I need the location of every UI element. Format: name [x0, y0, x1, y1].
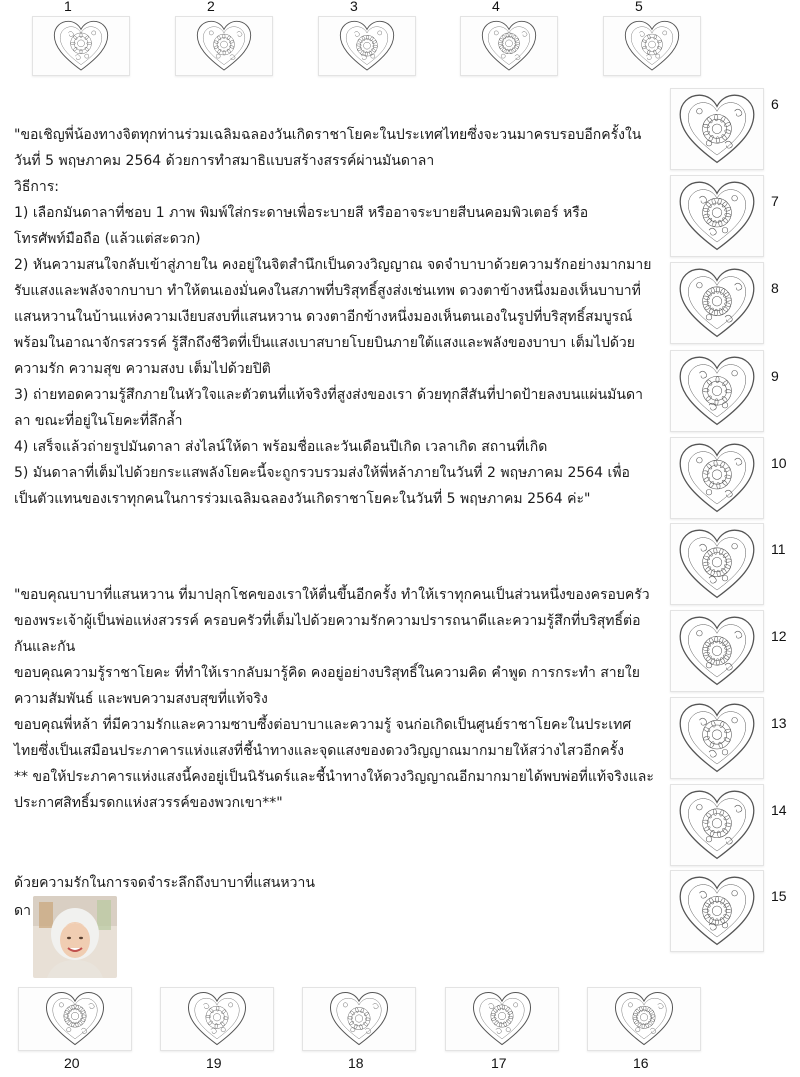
text-line: ** ขอให้ประภาคารแห่งแสงนี้คงอยู่เป็นนิรันดร์และชี้นำทางให้ดวงวิญญาณอีกมากมายได้พบพ่อที่แท้จริงและ — [14, 769, 654, 785]
heart-mandala-image — [670, 870, 764, 952]
heart-number-label: 18 — [348, 1055, 364, 1071]
heart-number-label: 11 — [771, 541, 786, 557]
text-line: ประกาศสิทธิ์มรดกแห่งสวรรค์ของพวกเขา**" — [14, 795, 283, 811]
heart-number-label: 17 — [491, 1055, 507, 1071]
heart-mandala-image — [670, 697, 764, 779]
heart-mandala-image — [670, 175, 764, 257]
text-line: วันที่ 5 พฤษภาคม 2564 ด้วยการทำสมาธิแบบสร้างสรรค์ผ่านมันดาลา — [14, 153, 435, 169]
heart-mandala-image — [670, 784, 764, 866]
heart-number-label: 15 — [771, 888, 787, 904]
text-line: 3) ถ่ายทอดความรู้สึกภายในหัวใจและตัวตนที่แท้จริงที่สูงส่งของเรา ด้วยทุกสีสันที่ปาดป้ายลงบนแผ่นมันดา — [14, 387, 643, 403]
invitation-paragraph — [14, 122, 654, 512]
closing-line: ด้วยความรักในการจดจำระลึกถึงบาบาที่แสนหวาน — [14, 875, 315, 891]
heart-mandala-icon — [623, 19, 681, 72]
heart-mandala-icon — [195, 19, 253, 72]
text-line: "ขอบคุณบาบาที่แสนหวาน ที่มาปลุกโชคของเราให้ตื่นขึ้นอีกครั้ง ทำให้เราทุกคนเป็นส่วนหนึ่งของครอบครัว — [14, 587, 650, 603]
author-photo — [33, 896, 117, 978]
heart-number-label: 19 — [206, 1055, 222, 1071]
heart-number-label: 7 — [771, 193, 779, 209]
heart-mandala-icon — [328, 990, 390, 1047]
text-line: 2) หันความสนใจกลับเข้าสู่ภายใน คงอยู่ในจิตสำนึกเป็นดวงวิญญาณ จดจำบาบาด้วยความรักอย่างมากมาย — [14, 257, 652, 273]
heart-number-label: 6 — [771, 96, 779, 112]
heart-mandala-image — [670, 350, 764, 432]
heart-number-label: 10 — [771, 455, 787, 471]
text-line: แสนหวานในบ้านแห่งความเงียบสงบที่แสนหวาน ดวงตาอีกข้างหนึ่งมองเห็นตนเองในรูปที่บริสุทธิ์สมบูรณ์ — [14, 309, 633, 325]
heart-number-label: 3 — [350, 0, 358, 14]
heart-mandala-icon — [677, 874, 757, 948]
signature-name: ดา — [14, 903, 31, 919]
heart-mandala-image — [670, 610, 764, 692]
heart-mandala-image — [445, 987, 559, 1051]
heart-mandala-icon — [186, 990, 248, 1047]
heart-mandala-image — [32, 16, 130, 76]
text-line: พร้อมในอาณาจักรสวรรค์ รู้สึกถึงชีวิตที่เป็นแสงเบาสบายโบยบินภายใต้แสงและพลังของบาบา เต็มไปด้วย — [14, 335, 635, 351]
text-line: 1) เลือกมันดาลาที่ชอบ 1 ภาพ พิมพ์ใส่กระดาษเพื่อระบายสี หรืออาจระบายสีบนคอมพิวเตอร์ หรือ — [14, 205, 589, 221]
heart-number-label: 5 — [635, 0, 643, 14]
heart-mandala-image — [670, 262, 764, 344]
heart-mandala-icon — [677, 527, 757, 601]
heart-number-label: 14 — [771, 802, 787, 818]
heart-number-label: 4 — [492, 0, 500, 14]
heart-mandala-icon — [677, 92, 757, 166]
heart-mandala-icon — [613, 990, 675, 1047]
heart-mandala-icon — [471, 990, 533, 1047]
heart-mandala-icon — [677, 614, 757, 688]
heart-mandala-icon — [338, 19, 396, 72]
heart-mandala-icon — [677, 788, 757, 862]
heart-mandala-image — [603, 16, 701, 76]
heart-mandala-image — [670, 437, 764, 519]
heart-mandala-icon — [677, 701, 757, 775]
heart-number-label: 8 — [771, 280, 779, 296]
heart-mandala-image — [670, 88, 764, 170]
heart-mandala-image — [302, 987, 416, 1051]
heart-number-label: 1 — [64, 0, 72, 14]
portrait-image — [33, 896, 117, 978]
text-line: ไทยซึ่งเป็นเสมือนประภาคารแห่งแสงที่ชี้นำทางและจุดแสงของดวงวิญญาณมากมายให้สว่างไสวอีกครั้ง — [14, 743, 625, 759]
thanks-paragraph — [14, 582, 654, 816]
text-line: ความสัมพันธ์ และพบความสงบสุขที่แท้จริง — [14, 691, 268, 707]
heart-mandala-icon — [480, 19, 538, 72]
heart-mandala-image — [318, 16, 416, 76]
heart-mandala-image — [460, 16, 558, 76]
text-line: 5) มันดาลาที่เต็มไปด้วยกระแสพลังโยคะนี้จะถูกรวบรวมส่งให้พี่หล้าภายในวันที่ 2 พฤษภาคม 2564 เพื่อ — [14, 465, 630, 481]
text-line: 4) เสร็จแล้วถ่ายรูปมันดาลา ส่งไลน์ให้ดา พร้อมชื่อและวันเดือนปีเกิด เวลาเกิด สถานที่เกิด — [14, 439, 548, 455]
text-line: ของพระเจ้าผู้เป็นพ่อแห่งสวรรค์ ครอบครัวที่เต็มไปด้วยความรักความปรารถนาดีและความรู้สึกที่บริสุทธิ์ต่อ — [14, 613, 641, 629]
text-line: รับแสงและพลังจากบาบา ทำให้ตนเองมั่นคงในสภาพที่บริสุทธิ์สูงส่งเช่นเทพ ดวงตาข้างหนึ่งมองเห็นบาบาที่ — [14, 283, 641, 299]
heart-mandala-image — [670, 523, 764, 605]
heart-mandala-icon — [677, 354, 757, 428]
heart-mandala-icon — [677, 441, 757, 515]
text-line: "ขอเชิญพี่น้องทางจิตทุกท่านร่วมเฉลิมฉลองวันเกิดราชาโยคะในประเทศไทยซึ่งจะวนมาครบรอบอีกครั้งใน — [14, 127, 642, 143]
text-line: โทรศัพท์มือถือ (แล้วแต่สะดวก) — [14, 231, 201, 247]
heart-mandala-icon — [677, 266, 757, 340]
heart-mandala-image — [175, 16, 273, 76]
heart-number-label: 20 — [64, 1055, 80, 1071]
heart-mandala-image — [587, 987, 701, 1051]
text-line: ขอบคุณความรู้ราชาโยคะ ที่ทำให้เรากลับมารู้คิด คงอยู่อย่างบริสุทธิ์ในความคิด คำพูด การกระทำ สายใย — [14, 665, 640, 681]
heart-mandala-image — [18, 987, 132, 1051]
heart-number-label: 2 — [207, 0, 215, 14]
heart-number-label: 9 — [771, 368, 779, 384]
heart-mandala-icon — [52, 19, 110, 72]
heart-mandala-icon — [44, 990, 106, 1047]
heart-number-label: 12 — [771, 628, 787, 644]
text-line: ขอบคุณพี่หล้า ที่มีความรักและความซาบซึ้งต่อบาบาและความรู้ จนก่อเกิดเป็นศูนย์ราชาโยคะในประเทศ — [14, 717, 632, 733]
heart-mandala-image — [160, 987, 274, 1051]
text-line: กันและกัน — [14, 639, 76, 655]
text-line: ลา ขณะที่อยู่ในโยคะที่ลึกล้ำ — [14, 413, 183, 429]
heart-number-label: 16 — [633, 1055, 649, 1071]
text-line: วิธีการ: — [14, 179, 59, 195]
text-line: เป็นตัวแทนของเราทุกคนในการร่วมเฉลิมฉลองวันเกิดราชาโยคะในวันที่ 5 พฤษภาคม 2564 ค่ะ" — [14, 491, 591, 507]
heart-mandala-icon — [677, 179, 757, 253]
heart-number-label: 13 — [771, 715, 787, 731]
text-line: ความรัก ความสุข ความสงบ เต็มไปด้วยปิติ — [14, 361, 271, 377]
